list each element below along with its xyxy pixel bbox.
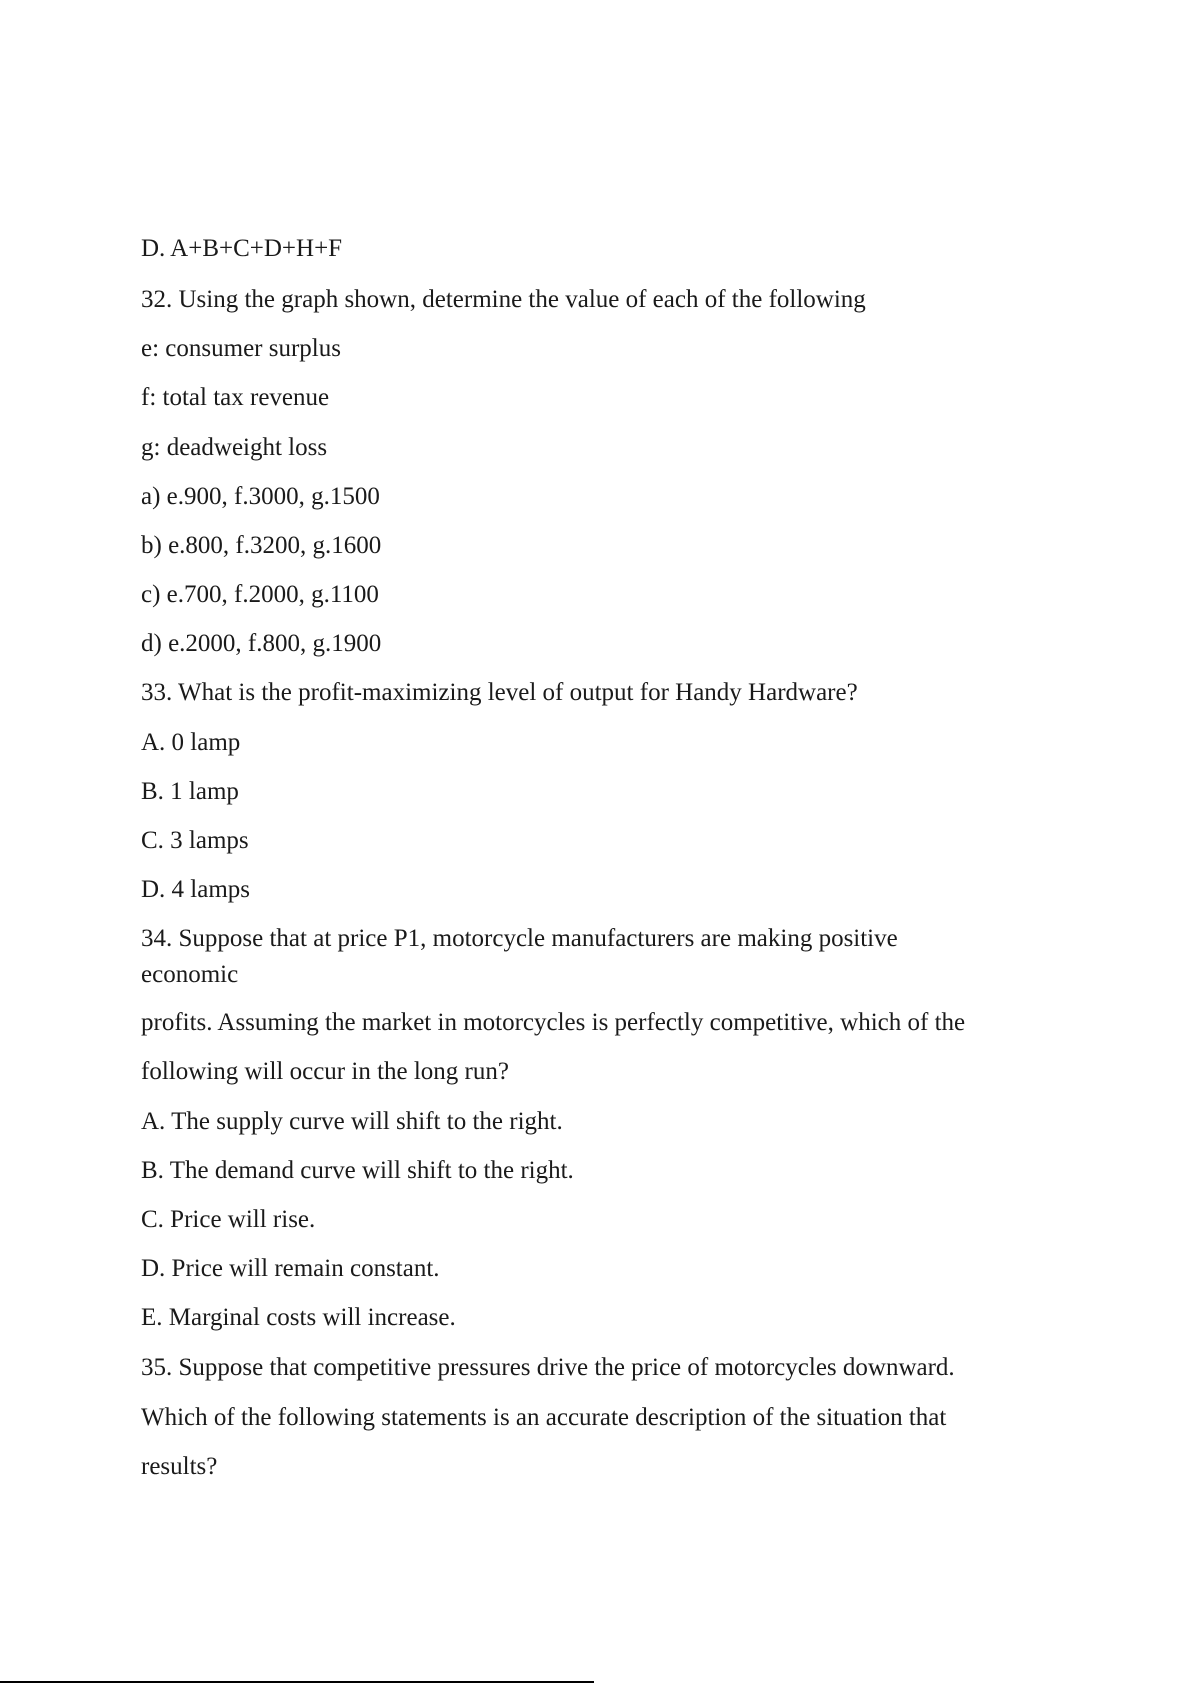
q32-item-e: e: consumer surplus [141, 335, 341, 362]
q34-prompt-line-3: profits. Assuming the market in motorcycles is perfectly competitive, which of the [141, 1009, 966, 1036]
q32-item-f: f: total tax revenue [141, 384, 330, 411]
q34-option-d: D. Price will remain constant. [141, 1255, 440, 1282]
q35-prompt-line-2: Which of the following statements is an accurate description of the situation that [141, 1404, 947, 1431]
q35-prompt-line-1: 35. Suppose that competitive pressures drive the price of motorcycles downward. [141, 1354, 955, 1381]
footer-rule [0, 1681, 594, 1683]
q34-prompt-line-1: 34. Suppose that at price P1, motorcycle manufacturers are making positive [141, 925, 898, 952]
q34-prompt-line-2: economic [141, 961, 239, 988]
q33-prompt: 33. What is the profit-maximizing level of output for Handy Hardware? [141, 679, 858, 706]
q34-option-b: B. The demand curve will shift to the right. [141, 1157, 574, 1184]
q32-option-d: d) e.2000, f.800, g.1900 [141, 630, 382, 657]
q35-prompt-line-3: results? [141, 1453, 218, 1480]
q32-option-a: a) e.900, f.3000, g.1500 [141, 483, 380, 510]
q33-option-b: B. 1 lamp [141, 778, 239, 805]
q33-option-d: D. 4 lamps [141, 876, 251, 903]
q32-prompt: 32. Using the graph shown, determine the value of each of the following [141, 286, 866, 313]
q32-item-g: g: deadweight loss [141, 434, 328, 461]
q34-option-a: A. The supply curve will shift to the right. [141, 1108, 563, 1135]
q34-prompt-line-4: following will occur in the long run? [141, 1058, 509, 1085]
q31-option-d: D. A+B+C+D+H+F [141, 235, 343, 262]
q34-option-e: E. Marginal costs will increase. [141, 1304, 456, 1331]
q33-option-c: C. 3 lamps [141, 827, 249, 854]
q32-option-b: b) e.800, f.3200, g.1600 [141, 532, 382, 559]
q34-option-c: C. Price will rise. [141, 1206, 316, 1233]
q33-option-a: A. 0 lamp [141, 729, 241, 756]
q32-option-c: c) e.700, f.2000, g.1100 [141, 581, 379, 608]
